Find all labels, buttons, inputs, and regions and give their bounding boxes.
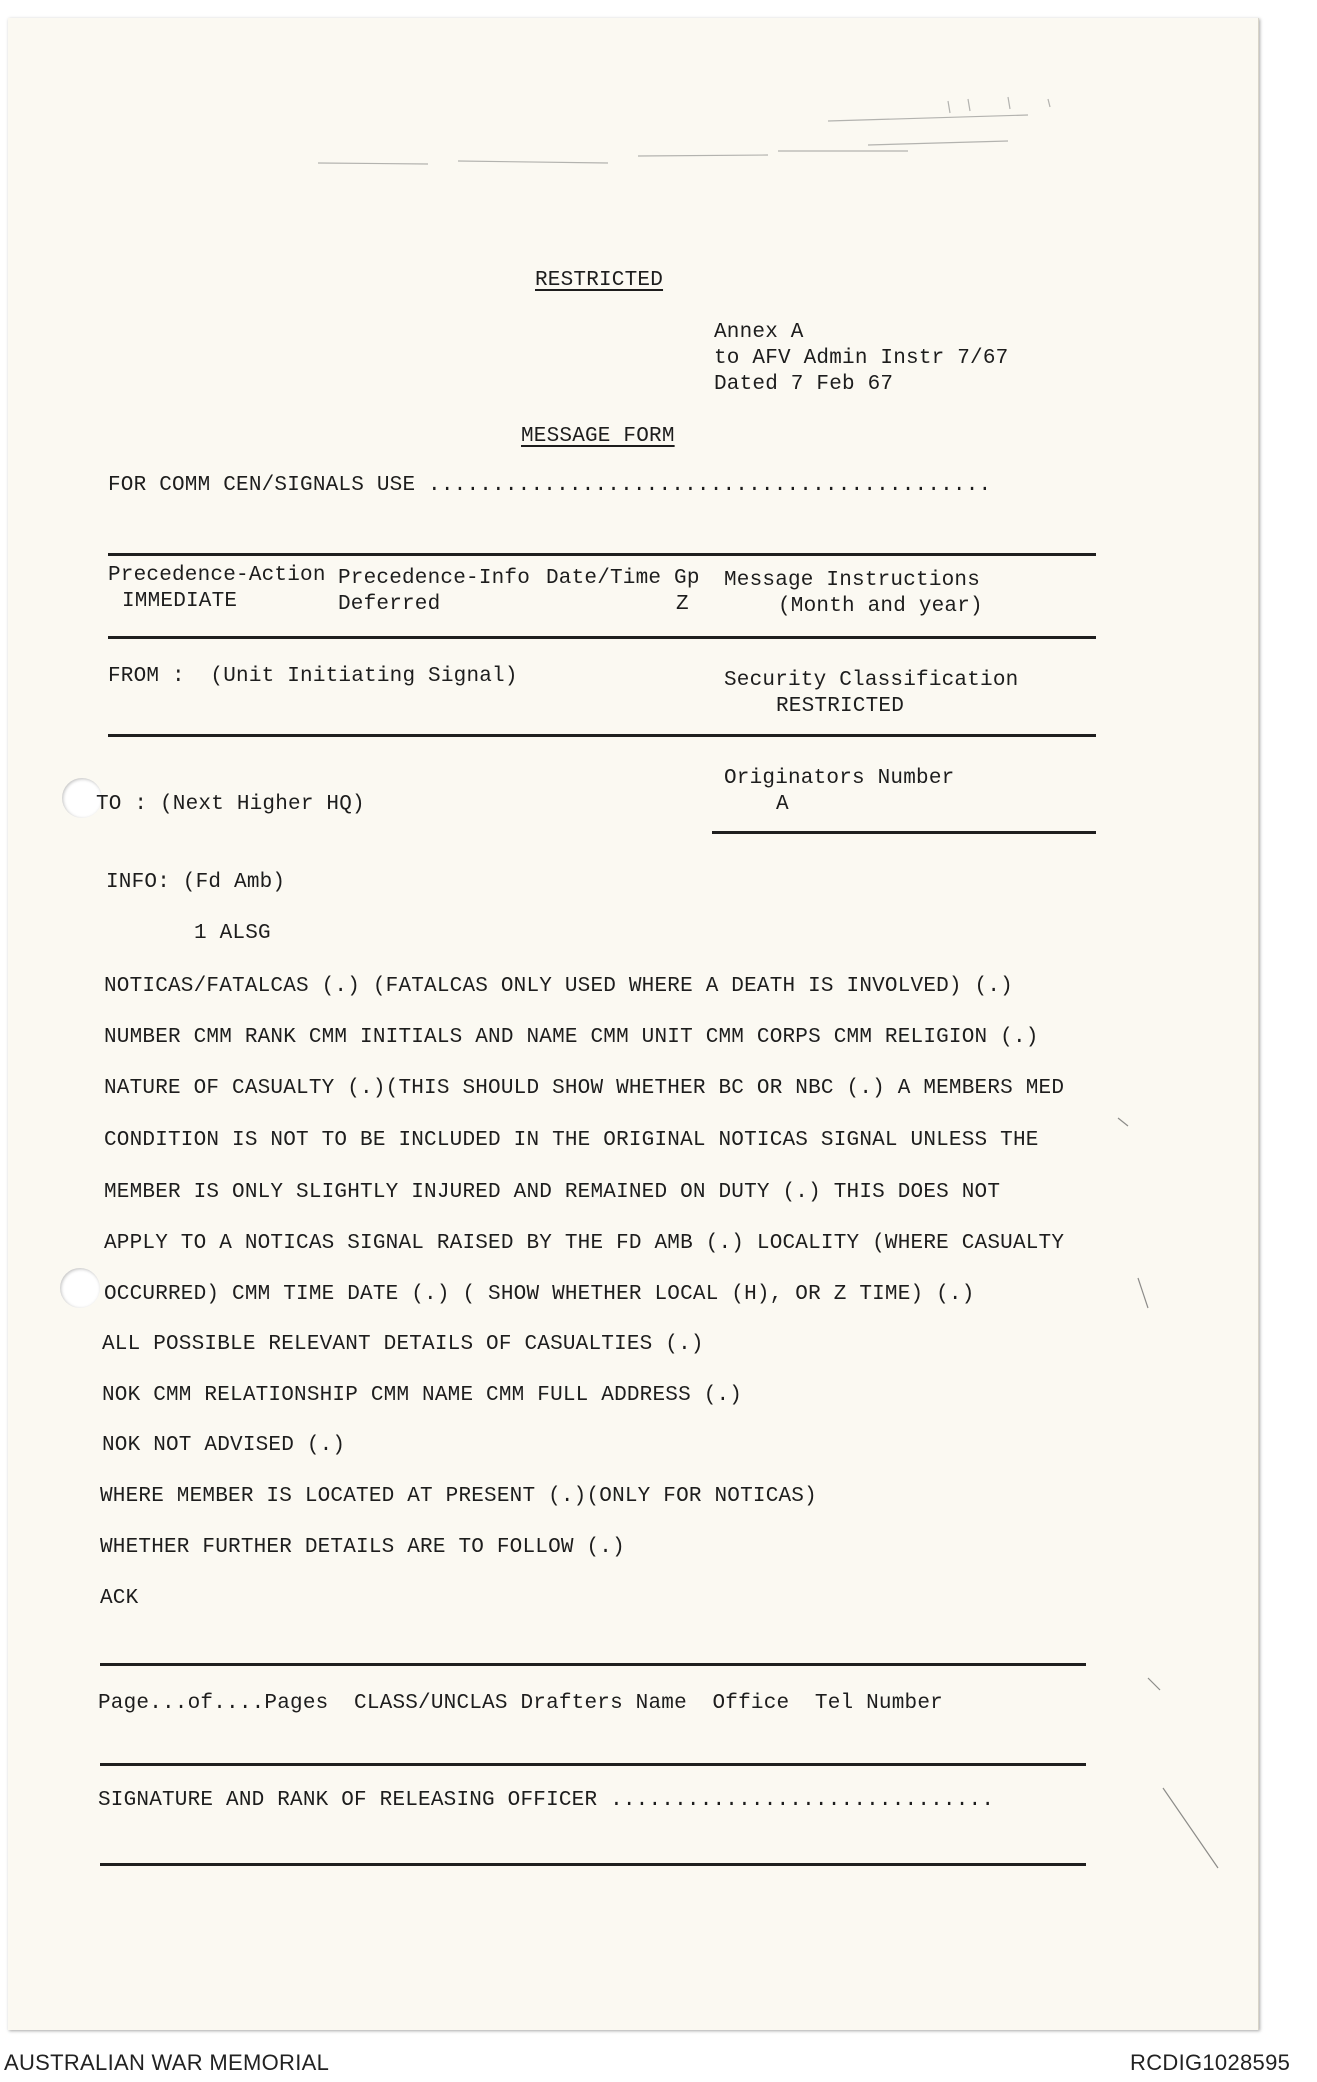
punch-hole-bottom: [60, 1268, 100, 1308]
annex-line-2: to AFV Admin Instr 7/67: [714, 347, 1009, 370]
from-line: FROM : (Unit Initiating Signal): [108, 665, 518, 688]
precedence-info-label: Precedence-Info: [338, 567, 531, 590]
divider-line: [100, 1863, 1086, 1866]
body-line: CONDITION IS NOT TO BE INCLUDED IN THE ORIGINAL NOTICAS SIGNAL UNLESS THE: [104, 1129, 1039, 1152]
info-line: INFO: (Fd Amb): [106, 871, 286, 894]
annex-line-3: Dated 7 Feb 67: [714, 373, 894, 396]
body-line: NOK NOT ADVISED (.): [102, 1434, 346, 1457]
originators-number-label: Originators Number: [724, 767, 955, 790]
body-line: ALL POSSIBLE RELEVANT DETAILS OF CASUALTIES (.): [102, 1333, 704, 1356]
precedence-action-value: IMMEDIATE: [122, 590, 238, 613]
body-line: WHETHER FURTHER DETAILS ARE TO FOLLOW (.): [100, 1536, 625, 1559]
originators-number-value: A: [776, 793, 789, 816]
classification-heading: RESTRICTED: [535, 269, 664, 292]
form-title: MESSAGE FORM: [521, 425, 675, 448]
body-line: NATURE OF CASUALTY (.)(THIS SHOULD SHOW WHETHER BC OR NBC (.) A MEMBERS MED: [104, 1077, 1065, 1100]
info-line-2: 1 ALSG: [194, 922, 271, 945]
body-line: APPLY TO A NOTICAS SIGNAL RAISED BY THE FD AMB (.) LOCALITY (WHERE CASUALTY: [104, 1232, 1065, 1255]
body-line: ACK: [100, 1587, 139, 1610]
to-line: TO : (Next Higher HQ): [96, 793, 365, 816]
body-line: NOK CMM RELATIONSHIP CMM NAME CMM FULL ADDRESS (.): [102, 1384, 743, 1407]
document-page: [8, 18, 1259, 2030]
annex-line-1: Annex A: [714, 321, 804, 344]
divider-line: [108, 734, 1096, 737]
divider-line: [100, 1763, 1086, 1766]
page-fields-line: Page...of....Pages CLASS/UNCLAS Drafters Name Office Tel Number: [98, 1692, 943, 1715]
body-line: MEMBER IS ONLY SLIGHTLY INJURED AND REMAINED ON DUTY (.) THIS DOES NOT: [104, 1181, 1001, 1204]
message-instructions-label: Message Instructions: [724, 569, 981, 592]
dtg-value: Z: [676, 593, 689, 616]
divider-line: [712, 831, 1096, 834]
smudge-marks: [308, 93, 1068, 193]
comm-cen-line: FOR COMM CEN/SIGNALS USE ............................................: [108, 474, 992, 497]
message-instructions-value: (Month and year): [778, 595, 983, 618]
security-classification-label: Security Classification: [724, 669, 1019, 692]
precedence-action-label: Precedence-Action: [108, 564, 326, 587]
body-line: NUMBER CMM RANK CMM INITIALS AND NAME CMM UNIT CMM CORPS CMM RELIGION (.): [104, 1026, 1039, 1049]
divider-line: [100, 1663, 1086, 1666]
body-line: OCCURRED) CMM TIME DATE (.) ( SHOW WHETHER LOCAL (H), OR Z TIME) (.): [104, 1283, 975, 1306]
edge-marks: [1108, 1098, 1258, 1898]
divider-line: [108, 636, 1096, 639]
body-line: WHERE MEMBER IS LOCATED AT PRESENT (.)(ONLY FOR NOTICAS): [100, 1485, 817, 1508]
precedence-info-value: Deferred: [338, 593, 441, 616]
divider-line: [108, 553, 1096, 556]
dtg-label: Date/Time Gp: [546, 567, 700, 590]
body-line: NOTICAS/FATALCAS (.) (FATALCAS ONLY USED WHERE A DEATH IS INVOLVED) (.): [104, 975, 1013, 998]
signature-line: SIGNATURE AND RANK OF RELEASING OFFICER ..............................: [98, 1789, 995, 1812]
security-classification-value: RESTRICTED: [776, 695, 905, 718]
footer-left: AUSTRALIAN WAR MEMORIAL: [4, 2050, 330, 2075]
footer-right: RCDIG1028595: [1130, 2050, 1291, 2075]
